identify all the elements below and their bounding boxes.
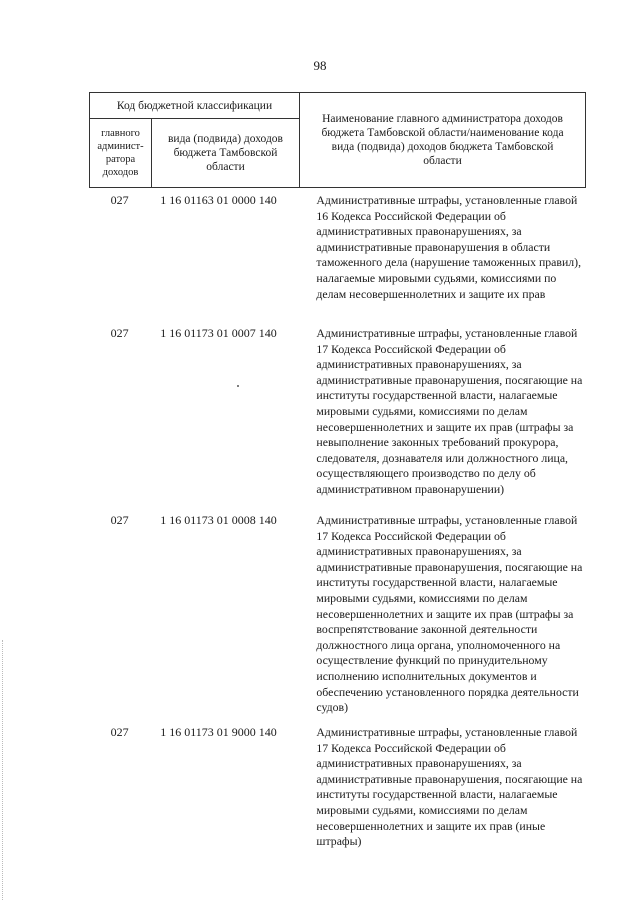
revenue-name: Административные штрафы, установленные главой 17 Кодекса Российской Федерации об административных правонарушениях, за административные правонарушения, посягающие на институты государственной власти, налагаемые мировыми судьями, комиссиями по делам несовершеннолетних и защите их прав (штрафы за воспрепятствование законной деятельности должностного лица органа, уполномоченного на осуществление функций по принудительному исполнению исполнительных документов и обеспечению установленного порядка деятельности судов) (316, 513, 583, 715)
revenue-name: Административные штрафы, установленные главой 16 Кодекса Российской Федерации об административных правонарушениях, за административные правонарушения в области таможенного дела (нарушение таможенных правил), налагаемые мировыми судьями, комиссиями по делам несовершеннолетних и защите их прав (316, 193, 582, 301)
revenue-code: 1 16 01173 01 9000 140 (160, 725, 277, 739)
table-body (89, 193, 589, 865)
revenue-code: 1 16 01173 01 0007 140 (160, 326, 277, 340)
revenue-name: Административные штрафы, установленные главой 17 Кодекса Российской Федерации об административных правонарушениях, за административные правонарушения, посягающие на институты государственной власти, налагаемые мировыми судьями, комиссиями по делам несовершеннолетних и защите их прав (иные штрафы) (316, 725, 583, 849)
table-row (89, 326, 589, 513)
scan-speck (237, 385, 239, 387)
bk-code-header: Код бюджетной классификации (90, 93, 300, 119)
admin-code: 027 (110, 513, 129, 527)
admin-header: главного админист-ратора доходов (90, 119, 152, 188)
table-row (89, 193, 589, 326)
table-row (89, 513, 589, 725)
header-table (89, 92, 586, 188)
admin-code: 027 (110, 725, 129, 739)
type-header: вида (подвида) доходов бюджета Тамбовской области (152, 119, 300, 188)
page-number: 98 (313, 58, 327, 73)
admin-code: 027 (110, 326, 129, 340)
name-header: Наименование главного администратора доходов бюджета Тамбовской области/наименование кода вида (подвида) доходов бюджета Тамбовской области (300, 93, 586, 188)
table-row (89, 725, 589, 865)
revenue-code: 1 16 01173 01 0008 140 (160, 513, 277, 527)
scan-margin-marks (2, 640, 7, 900)
revenue-code: 1 16 01163 01 0000 140 (160, 193, 277, 207)
admin-code: 027 (110, 193, 129, 207)
revenue-name: Административные штрафы, установленные главой 17 Кодекса Российской Федерации об административных правонарушениях, за административные правонарушения, посягающие на институты государственной власти, налагаемые мировыми судьями, комиссиями по делам несовершеннолетних и защите их прав (штрафы за невыполнение законных требований прокурора, следователя, дознавателя или должностного лица, осуществляющего производство по делу об административном правонарушении) (316, 326, 583, 496)
